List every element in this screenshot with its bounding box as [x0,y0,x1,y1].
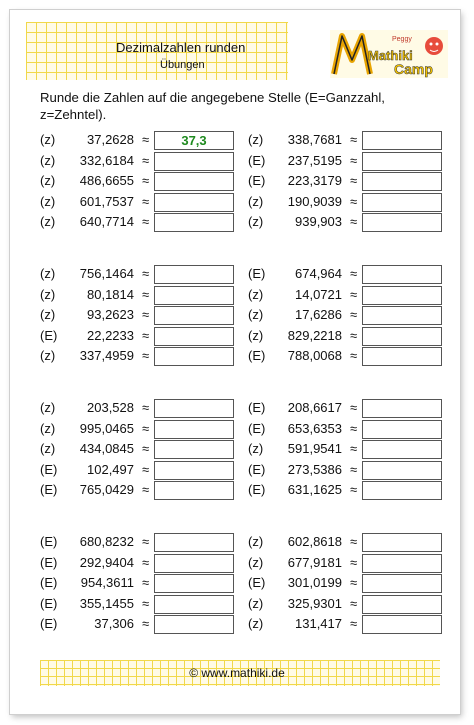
answer-box[interactable] [362,306,442,325]
exercise-row [40,480,240,500]
exercise-row [248,346,448,366]
place-code: (z) [40,286,56,302]
decimal-number: 591,9541 [287,441,342,456]
decimal-number: 829,2218 [287,327,342,343]
approx-symbol: ≈ [350,616,358,631]
place-code: (z) [40,348,56,363]
place-code: (z) [248,534,264,549]
decimal-number: 631,1625 [287,482,342,497]
answer-box[interactable] [154,327,234,346]
place-code: (E) [40,461,58,477]
decimal-number: 355,1455 [79,595,134,611]
decimal-number: 653,6353 [287,420,342,436]
place-code: (z) [40,400,56,415]
approx-symbol: ≈ [142,286,150,302]
exercise-row [248,171,448,191]
answer-box[interactable] [362,131,442,150]
exercise-row [40,594,240,614]
exercise-row [248,480,448,500]
place-code: (z) [248,132,264,147]
answer-box[interactable] [154,152,234,171]
approx-symbol: ≈ [350,420,358,436]
decimal-number: 601,7537 [79,193,134,209]
approx-symbol: ≈ [350,132,358,147]
approx-symbol: ≈ [142,327,150,343]
answer-box[interactable] [362,533,442,552]
decimal-number: 292,9404 [79,554,134,570]
approx-symbol: ≈ [142,214,150,229]
exercise-row [40,398,240,418]
exercise-row [40,171,240,191]
exercise-row [248,532,448,552]
exercise-row [40,553,240,573]
exercise-row [40,151,240,171]
answer-box[interactable] [362,574,442,593]
answer-box[interactable] [154,481,234,500]
approx-symbol: ≈ [350,307,358,322]
answer-box[interactable] [362,554,442,573]
exercise-row [248,553,448,573]
place-code: (E) [40,595,58,611]
answer-box[interactable] [362,193,442,212]
answer-box[interactable] [154,193,234,212]
approx-symbol: ≈ [350,534,358,549]
decimal-number: 640,7714 [79,214,134,229]
answer-box[interactable]: 37,3 [154,131,234,150]
approx-symbol: ≈ [350,327,358,343]
place-code: (z) [40,152,56,168]
exercise-row [248,460,448,480]
place-code: (z) [248,307,264,322]
exercise-row [248,573,448,593]
decimal-number: 223,3179 [287,173,342,188]
place-code: (z) [40,173,56,188]
approx-symbol: ≈ [142,420,150,436]
place-code: (z) [40,441,56,456]
exercise-row [40,460,240,480]
place-code: (z) [40,132,56,147]
place-code: (E) [248,348,266,363]
decimal-number: 788,0068 [287,348,342,363]
exercise-row [248,614,448,634]
exercise-row [40,614,240,634]
decimal-number: 337,4959 [79,348,134,363]
answer-box[interactable] [362,440,442,459]
approx-symbol: ≈ [350,595,358,611]
exercise-row [40,346,240,366]
exercise-row [40,130,240,150]
decimal-number: 602,8618 [287,534,342,549]
approx-symbol: ≈ [142,554,150,570]
decimal-number: 131,417 [295,616,342,631]
decimal-number: 677,9181 [287,554,342,570]
approx-symbol: ≈ [350,441,358,456]
place-code: (z) [40,214,56,229]
approx-symbol: ≈ [142,152,150,168]
answer-box[interactable] [362,461,442,480]
approx-symbol: ≈ [142,132,150,147]
exercise-row [248,398,448,418]
logo-small-text: Peggy [392,36,412,43]
answer-box[interactable] [362,172,442,191]
answer-box[interactable] [362,399,442,418]
place-code: (E) [248,461,266,477]
decimal-number: 332,6184 [79,152,134,168]
place-code: (E) [248,173,266,188]
exercise-row [248,439,448,459]
place-code: (z) [248,327,264,343]
approx-symbol: ≈ [350,193,358,209]
decimal-number: 80,1814 [87,286,134,302]
place-code: (E) [40,575,58,590]
approx-symbol: ≈ [142,461,150,477]
exercise-row [40,212,240,232]
approx-symbol: ≈ [142,266,150,281]
place-code: (E) [40,482,58,497]
approx-symbol: ≈ [350,266,358,281]
exercise-row [40,439,240,459]
place-code: (z) [40,266,56,281]
exercise-row [248,151,448,171]
exercise-row [248,594,448,614]
decimal-number: 22,2233 [87,327,134,343]
answer-box[interactable] [362,420,442,439]
place-code: (E) [40,327,58,343]
approx-symbol: ≈ [350,214,358,229]
instruction-text: Runde die Zahlen auf die angegebene Stelle (E=Ganzzahl, z=Zehntel). [40,90,385,122]
decimal-number: 93,2623 [87,307,134,322]
approx-symbol: ≈ [142,400,150,415]
approx-symbol: ≈ [142,616,150,631]
place-code: (E) [40,534,58,549]
place-code: (E) [248,420,266,436]
place-code: (E) [248,266,266,281]
exercise-row [248,192,448,212]
decimal-number: 325,9301 [287,595,342,611]
approx-symbol: ≈ [142,575,150,590]
footer-copyright: © www.mathiki.de [189,666,285,680]
place-code: (z) [248,554,264,570]
exercise-row [248,419,448,439]
exercise-row [40,419,240,439]
decimal-number: 434,0845 [79,441,134,456]
approx-symbol: ≈ [142,307,150,322]
exercise-row [40,305,240,325]
place-code: (z) [40,307,56,322]
answer-box[interactable] [154,440,234,459]
approx-symbol: ≈ [350,482,358,497]
place-code: (z) [248,595,264,611]
decimal-number: 190,9039 [287,193,342,209]
logo-main-text: Mathiki [368,48,413,63]
decimal-number: 237,5195 [287,152,342,168]
decimal-number: 37,2628 [87,132,134,147]
exercise-row [248,212,448,232]
answer-box[interactable] [362,481,442,500]
approx-symbol: ≈ [142,534,150,549]
answer-box[interactable] [362,152,442,171]
place-code: (z) [248,441,264,456]
answer-box[interactable] [154,172,234,191]
answer-box[interactable] [362,615,442,634]
place-code: (E) [40,554,58,570]
decimal-number: 273,5386 [287,461,342,477]
place-code: (z) [40,420,56,436]
exercise-row [248,130,448,150]
answer-box[interactable] [362,327,442,346]
exercise-row [40,532,240,552]
approx-symbol: ≈ [350,575,358,590]
exercise-row [40,573,240,593]
exercise-row [248,264,448,284]
logo-sub-text: Camp [394,61,433,77]
exercise-row [248,305,448,325]
approx-symbol: ≈ [350,152,358,168]
answer-box[interactable] [154,615,234,634]
approx-symbol: ≈ [350,173,358,188]
place-code: (E) [248,152,266,168]
exercise-row [248,285,448,305]
answer-box[interactable] [154,420,234,439]
place-code: (z) [248,193,264,209]
approx-symbol: ≈ [350,286,358,302]
decimal-number: 486,6655 [79,173,134,188]
decimal-number: 765,0429 [79,482,134,497]
answer-box[interactable] [362,595,442,614]
approx-symbol: ≈ [142,348,150,363]
answer-box[interactable] [362,286,442,305]
answer-box[interactable] [362,213,442,232]
answer-box[interactable] [154,574,234,593]
place-code: (E) [248,482,266,497]
worksheet-subtitle: Übungen [160,59,205,71]
decimal-number: 14,0721 [295,286,342,302]
answer-box[interactable] [154,461,234,480]
answer-box[interactable] [154,399,234,418]
place-code: (z) [40,193,56,209]
worksheet-title: Dezimalzahlen runden [116,40,246,55]
approx-symbol: ≈ [350,348,358,363]
decimal-number: 338,7681 [287,132,342,147]
exercise-row [40,192,240,212]
approx-symbol: ≈ [350,554,358,570]
place-code: (z) [248,214,264,229]
place-code: (E) [40,616,58,631]
place-code: (z) [248,286,264,302]
decimal-number: 203,528 [87,400,134,415]
exercise-row [248,326,448,346]
decimal-number: 939,903 [295,214,342,229]
exercise-row [40,326,240,346]
answer-box[interactable] [154,306,234,325]
answer-box[interactable] [154,533,234,552]
approx-symbol: ≈ [142,441,150,456]
answer-box[interactable] [154,554,234,573]
place-code: (E) [248,400,266,415]
answer-box[interactable] [154,265,234,284]
mathiki-camp-logo [330,30,448,78]
answer-box[interactable] [154,347,234,366]
answer-box[interactable] [362,265,442,284]
answer-box[interactable] [154,286,234,305]
approx-symbol: ≈ [142,482,150,497]
answer-box[interactable] [154,595,234,614]
approx-symbol: ≈ [142,193,150,209]
exercise-row [40,285,240,305]
decimal-number: 680,8232 [79,534,134,549]
answer-box[interactable] [154,213,234,232]
answer-box[interactable] [362,347,442,366]
decimal-number: 995,0465 [79,420,134,436]
approx-symbol: ≈ [350,461,358,477]
decimal-number: 954,3611 [80,575,134,590]
decimal-number: 208,6617 [287,400,342,415]
approx-symbol: ≈ [350,400,358,415]
decimal-number: 17,6286 [295,307,342,322]
place-code: (E) [248,575,266,590]
decimal-number: 37,306 [94,616,134,631]
exercise-row [40,264,240,284]
decimal-number: 674,964 [295,266,342,281]
approx-symbol: ≈ [142,595,150,611]
decimal-number: 756,1464 [79,266,134,281]
approx-symbol: ≈ [142,173,150,188]
place-code: (z) [248,616,264,631]
decimal-number: 301,0199 [287,575,342,590]
decimal-number: 102,497 [87,461,134,477]
